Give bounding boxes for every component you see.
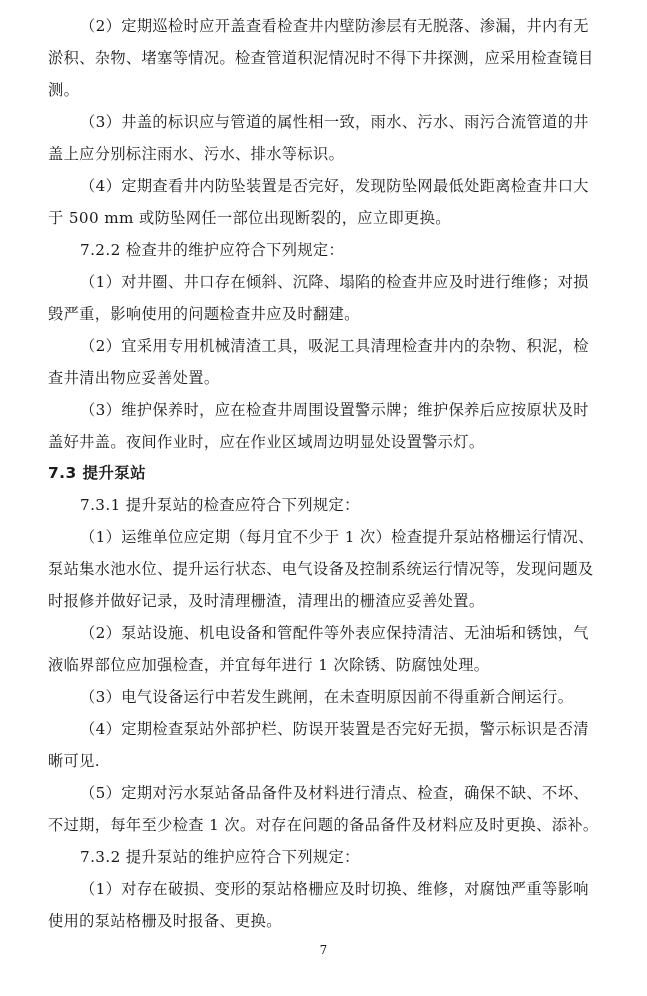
paragraph-line: （3）井盖的标识应与管道的属性相一致，雨水、污水、雨污合流管道的井: [80, 113, 589, 131]
paragraph-line: 测。: [48, 81, 80, 99]
clause-heading-7-3-2: 7.3.2 提升泵站的维护应符合下列规定：: [80, 848, 360, 866]
paragraph-line: （3）电气设备运行中若发生跳闸，在未查明原因前不得重新合闸运行。: [80, 688, 574, 706]
paragraph-line: （1）运维单位应定期（每月宜不少于 1 次）检查提升泵站格栅运行情况、: [80, 528, 594, 546]
paragraph-line: 查井清出物应妥善处置。: [48, 369, 220, 387]
paragraph-line: （2）泵站设施、机电设备和管配件等外表应保持清洁、无油垢和锈蚀，气: [80, 624, 589, 642]
paragraph-line: 淤积、杂物、堵塞等情况。检查管道积泥情况时不得下井探测，应采用检查镜目: [48, 49, 594, 67]
paragraph-line: 时报修并做好记录，及时清理栅渣，清理出的栅渣应妥善处置。: [48, 592, 485, 610]
paragraph-line: 泵站集水池水位、提升运行状态、电气设备及控制系统运行情况等，发现问题及: [48, 560, 594, 578]
paragraph-line: （1）对井圈、井口存在倾斜、沉降、塌陷的检查井应及时进行维修；对损: [80, 273, 589, 291]
paragraph-line: 不过期，每年至少检查 1 次。对存在问题的备品备件及材料应及时更换、添补。: [48, 816, 599, 834]
paragraph-line: 盖上应分别标注雨水、污水、排水等标识。: [48, 145, 345, 163]
paragraph-line: 液临界部位应加强检查，并宜每年进行 1 次除锈、防腐蚀处理。: [48, 656, 490, 674]
paragraph-line: （2）宜采用专用机械清渣工具，吸泥工具清理检查井内的杂物、积泥，检: [80, 337, 589, 355]
page-number: 7: [319, 943, 328, 957]
paragraph-line: （5）定期对污水泵站备品备件及材料进行清点、检查，确保不缺、不坏、: [80, 784, 589, 802]
paragraph-line: 毁严重，影响使用的问题检查井应及时翻建。: [48, 305, 360, 323]
paragraph-line: （2）定期巡检时应开盖查看检查井内壁防渗层有无脱落、渗漏，井内有无: [80, 17, 589, 35]
paragraph-line: （1）对存在破损、变形的泵站格栅应及时切换、维修，对腐蚀严重等影响: [80, 880, 589, 898]
paragraph-line: （4）定期查看井内防坠装置是否完好，发现防坠网最低处距离检查井口大: [80, 177, 589, 195]
paragraph-line: 盖好井盖。夜间作业时，应在作业区域周边明显处设置警示灯。: [48, 433, 485, 451]
paragraph-line: （3）维护保养时，应在检查井周围设置警示牌；维护保养后应按原状及时: [80, 401, 589, 419]
section-heading-7-3: 7.3 提升泵站: [48, 464, 147, 482]
paragraph-line: （4）定期检查泵站外部护栏、防误开装置是否完好无损，警示标识是否清: [80, 720, 589, 738]
paragraph-line: 于 500 mm 或防坠网任一部位出现断裂的，应立即更换。: [48, 209, 451, 227]
clause-heading-7-2-2: 7.2.2 检查井的维护应符合下列规定：: [80, 241, 345, 259]
paragraph-line: 使用的泵站格栅及时报备、更换。: [48, 912, 282, 930]
clause-heading-7-3-1: 7.3.1 提升泵站的检查应符合下列规定：: [80, 496, 360, 514]
paragraph-line: 晰可见.: [48, 752, 100, 770]
